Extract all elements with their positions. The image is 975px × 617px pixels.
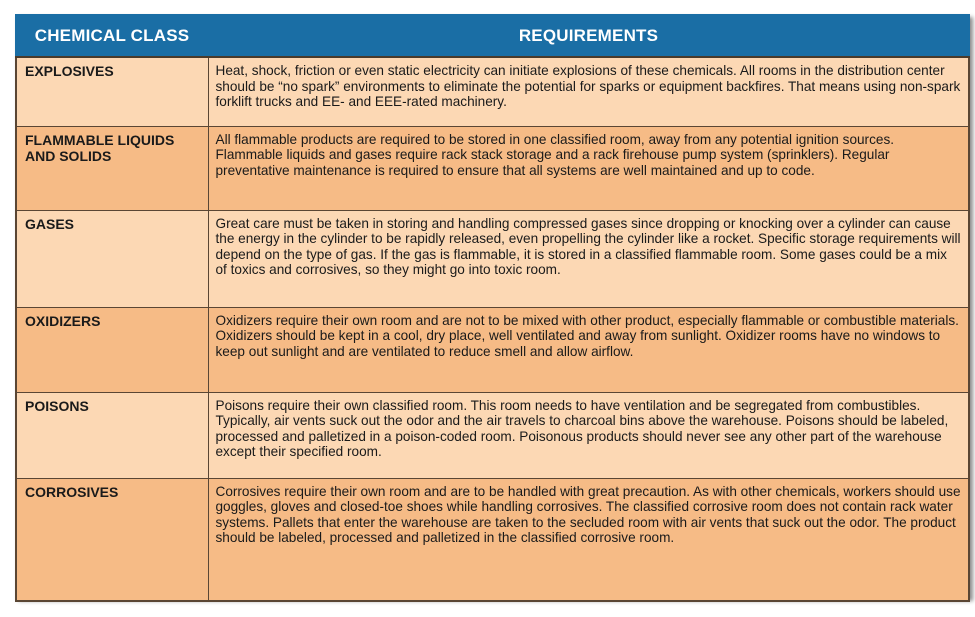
class-cell: CORROSIVES (16, 478, 208, 601)
requirements-cell: Poisons require their own classified room. This room needs to have ventilation and be segregated from combustibles. Typically, air vents suck out the odor and the air travels to charcoal bins above the warehouse. Poisons should be labeled, processed and palletized in a poison-coded room. Poisonous products should never see any other part of the warehouse except their specified room. (208, 392, 969, 478)
requirements-table (15, 14, 970, 602)
requirements-cell: Corrosives require their own room and are to be handled with great precaution. As with other chemicals, workers should use goggles, gloves and closed-toe shoes while handling corrosives. The classified corrosive room does not contain rack water systems. Pallets that enter the warehouse are taken to the secluded room with air vents that suck out the odor. The product should be labeled, processed and palletized in the classified corrosive room. (208, 478, 969, 601)
table-row-poisons (16, 392, 969, 478)
table-row-oxidizers (16, 307, 969, 392)
header-requirements: REQUIREMENTS (208, 15, 969, 57)
table-row-flammable (16, 126, 969, 210)
requirements-cell: Heat, shock, friction or even static electricity can initiate explosions of these chemicals. All rooms in the distribution center should be “no spark” environments to eliminate the potential for sparks or equipment backfires. That means using non-spark forklift trucks and EE- and EEE-rated machinery. (208, 57, 969, 126)
table-row-gases (16, 210, 969, 307)
table-header-row (16, 15, 969, 57)
class-cell: EXPLOSIVES (16, 57, 208, 126)
class-cell: GASES (16, 210, 208, 307)
class-cell: FLAMMABLE LIQUIDS AND SOLIDS (16, 126, 208, 210)
requirements-cell: Oxidizers require their own room and are not to be mixed with other product, especially flammable or combustible materials. Oxidizers should be kept in a cool, dry place, well ventilated and away from sunlight. Oxidizer rooms have no windows to keep out sunlight and are ventilated to reduce smell and allow airflow. (208, 307, 969, 392)
class-cell: POISONS (16, 392, 208, 478)
class-cell: OXIDIZERS (16, 307, 208, 392)
table-row-explosives (16, 57, 969, 126)
header-chemical-class: CHEMICAL CLASS (16, 15, 208, 57)
table-row-corrosives (16, 478, 969, 601)
requirements-cell: All flammable products are required to be stored in one classified room, away from any potential ignition sources. Flammable liquids and gases require rack stack storage and a rack firehouse pump system (sprinklers). Regular preventative maintenance is required to ensure that all systems are well maintained and up to code. (208, 126, 969, 210)
requirements-cell: Great care must be taken in storing and handling compressed gases since dropping or knocking over a cylinder can cause the energy in the cylinder to be rapidly released, even propelling the cylinder like a rocket. Specific storage requirements will depend on the type of gas. If the gas is flammable, it is stored in a classified flammable room. Some gases could be a mix of toxics and corrosives, so they might go into toxic room. (208, 210, 969, 307)
chemical-requirements-table (15, 14, 970, 598)
